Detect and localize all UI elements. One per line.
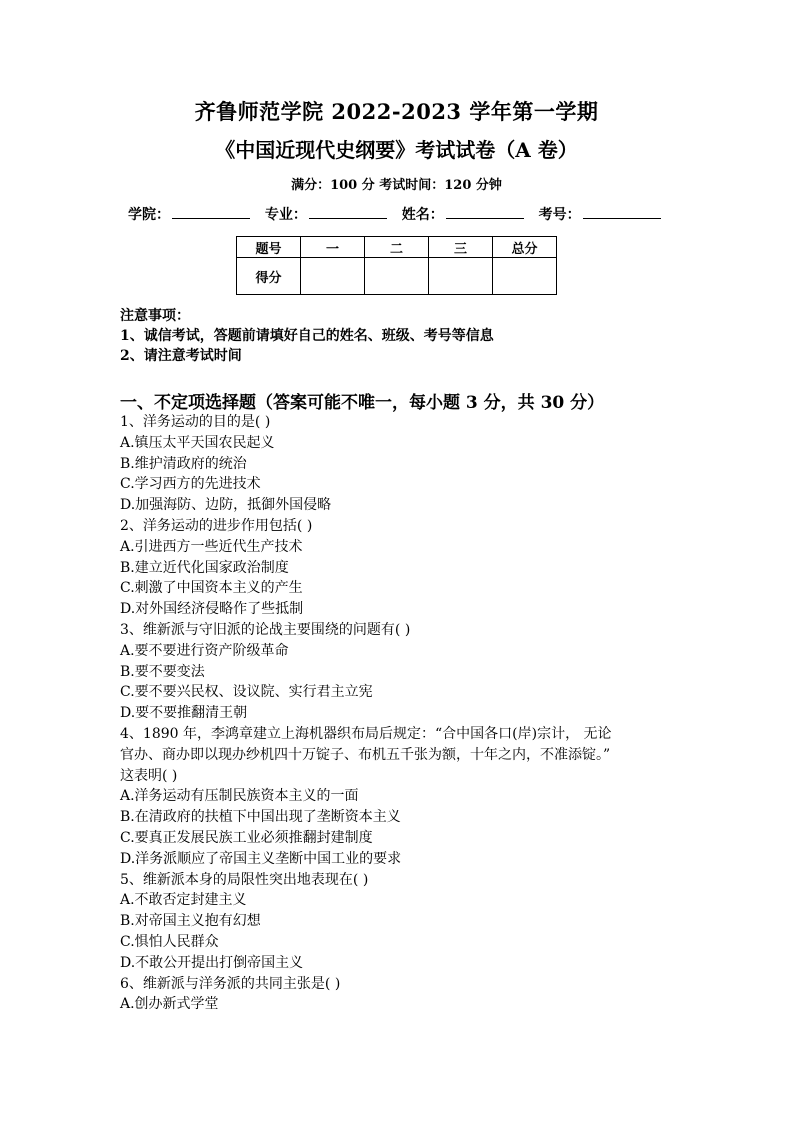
question-stem: 官办、商办即以现办纱机四十万锭子、布机五千张为额，十年之内，不准添锭。”: [120, 746, 611, 763]
exam-title: 齐鲁师范学院 2022-2023 学年第一学期: [194, 99, 599, 124]
question-stem: 4、1890 年，李鸿章建立上海机器织布局后规定：“合中国各口(岸)宗计， 无论: [120, 725, 612, 742]
name-label: 姓名：: [401, 207, 444, 223]
option: D.不敢公开提出打倒帝国主义: [120, 954, 304, 971]
option: A.引进西方一些近代生产技术: [120, 538, 303, 555]
question-stem: 2、洋务运动的进步作用包括( ): [120, 517, 313, 534]
score-cell: [365, 258, 429, 295]
notes-title: 注意事项：: [120, 308, 190, 324]
question-stem: 3、维新派与守旧派的论战主要围绕的问题有( ): [120, 621, 411, 638]
question-stem: 5、维新派本身的局限性突出地表现在( ): [120, 871, 369, 888]
score-header-cell: 题号: [237, 237, 301, 258]
option: A.创办新式学堂: [120, 996, 219, 1013]
score-table: [236, 236, 557, 295]
option: C.惧怕人民群众: [120, 933, 219, 950]
option: B.对帝国主义抱有幻想: [120, 913, 261, 930]
exam-no-label: 考号：: [538, 207, 581, 223]
exam-subtitle: 《中国近现代史纲要》考试试卷（A 卷）: [215, 138, 578, 162]
option: B.维护清政府的统治: [120, 455, 247, 472]
option: D.洋务派顺应了帝国主义垄断中国工业的要求: [120, 850, 402, 867]
name-blank: [446, 206, 524, 219]
score-header-cell: 一: [301, 237, 365, 258]
score-cell: [429, 258, 493, 295]
option: B.要不要变法: [120, 663, 205, 680]
notes-item: 2、请注意考试时间: [120, 348, 242, 364]
notes-item: 1、诚信考试，答题前请填好自己的姓名、班级、考号等信息: [120, 328, 494, 344]
section-title: 一、不定项选择题（答案可能不唯一，每小题 3 分，共 30 分）: [120, 393, 605, 413]
score-row-label: 得分: [237, 258, 301, 295]
option: D.加强海防、边防，抵御外国侵略: [120, 497, 332, 514]
option: C.学习西方的先进技术: [120, 476, 261, 493]
notes: [120, 306, 494, 366]
option: D.要不要推翻清王朝: [120, 705, 248, 722]
option: B.建立近代化国家政治制度: [120, 559, 289, 576]
question-stem: 这表明( ): [120, 767, 178, 784]
option: D.对外国经济侵略作了些抵制: [120, 601, 304, 618]
score-header-cell: 二: [365, 237, 429, 258]
option: C.要不要兴民权、设议院、实行君主立宪: [120, 684, 373, 701]
major-label: 专业：: [264, 207, 307, 223]
option: A.洋务运动有压制民族资本主义的一面: [120, 788, 359, 805]
option: A.要不要进行资产阶级革命: [120, 642, 289, 659]
exam-meta: 满分：100 分 考试时间：120 分钟: [291, 178, 502, 193]
option: C.刺激了中国资本主义的产生: [120, 580, 303, 597]
score-cell: [493, 258, 557, 295]
question-stem: 6、维新派与洋务派的共同主张是( ): [120, 975, 341, 992]
college-label: 学院：: [128, 207, 170, 223]
option: B.在清政府的扶植下中国出现了垄断资本主义: [120, 809, 401, 826]
student-info-fields: [128, 204, 688, 224]
score-header-cell: 三: [429, 237, 493, 258]
option: A.镇压太平天国农民起义: [120, 434, 275, 451]
college-blank: [172, 206, 250, 219]
questions: [120, 412, 680, 1015]
score-cell: [301, 258, 365, 295]
option: A.不敢否定封建主义: [120, 892, 247, 909]
score-header-cell: 总分: [493, 237, 557, 258]
exam-no-blank: [583, 206, 661, 219]
option: C.要真正发展民族工业必须推翻封建制度: [120, 829, 373, 846]
question-stem: 1、洋务运动的目的是( ): [120, 414, 271, 430]
major-blank: [309, 206, 387, 219]
